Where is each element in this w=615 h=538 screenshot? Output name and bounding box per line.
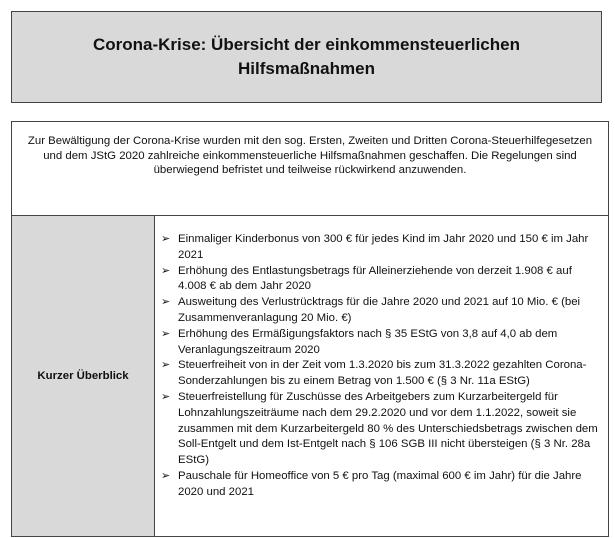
list-item	[161, 358, 600, 390]
list-item	[161, 390, 600, 469]
arrowhead-bullet-icon: ➢	[161, 359, 171, 372]
overview-list-cell	[155, 216, 608, 536]
list-item-text: Steuerfreistellung für Zuschüsse des Arbeitgebers zum Kurzarbeitergeld für Lohnzahlungszeiträume nach dem 29.2.2020 und vor dem 1.1.2022, soweit sie zusammen mit dem Kurzarbeitergeld 80 % des Unterschiedsbetrags zwischen dem Soll-Entgelt und dem Ist-Entgelt nach § 106 SGB III nicht übersteigen (§ 3 Nr. 28a EStG)	[178, 390, 598, 467]
intro-text: Zur Bewältigung der Corona-Krise wurden mit den sog. Ersten, Zweiten und Dritten Corona-Steuerhilfegesetzen und dem JStG 2020 zahlreiche einkommensteuerliche Hilfsmaßnahmen geschaffen. Die Regelungen sind überwiegend befristet und teilweise rückwirkend anzuwenden.	[27, 135, 593, 176]
list-item	[161, 232, 600, 264]
overview-label-cell	[12, 216, 155, 536]
arrowhead-bullet-icon: ➢	[161, 469, 171, 482]
overview-table	[11, 216, 609, 537]
list-item	[161, 264, 600, 296]
overview-list	[161, 232, 600, 501]
arrowhead-bullet-icon: ➢	[161, 233, 171, 245]
title-box	[11, 11, 602, 103]
list-item-text: Steuerfreiheit von in der Zeit vom 1.3.2020 bis zum 31.3.2022 gezahlten Corona-Sonderzahlungen bis zu einem Betrag von 1.500 € (§ 3 Nr. 11a EStG)	[178, 359, 587, 388]
list-item-text: Erhöhung des Ermäßigungsfaktors nach § 35 EStG von 3,8 auf 4,0 ab dem Veranlagungszeitraum 2020	[178, 327, 558, 356]
arrowhead-bullet-icon: ➢	[161, 296, 171, 309]
list-item	[161, 327, 600, 359]
list-item-text: Einmaliger Kinderbonus von 300 € für jedes Kind im Jahr 2020 und 150 € im Jahr 2021	[178, 233, 589, 261]
intro-box	[11, 121, 609, 216]
arrowhead-bullet-icon: ➢	[161, 390, 171, 403]
list-item	[161, 295, 600, 327]
arrowhead-bullet-icon: ➢	[161, 327, 171, 340]
arrowhead-bullet-icon: ➢	[161, 264, 171, 277]
list-item-text: Ausweitung des Verlustrücktrags für die Jahre 2020 und 2021 auf 10 Mio. € (bei Zusammenveranlagung 20 Mio. €)	[178, 296, 581, 324]
list-item	[161, 469, 600, 501]
overview-label: Kurzer Überblick	[37, 370, 129, 382]
document-title: Corona-Krise: Übersicht der einkommensteuerlichen Hilfsmaßnahmen	[92, 35, 520, 78]
list-item-text: Pauschale für Homeoffice von 5 € pro Tag (maximal 600 € im Jahr) für die Jahre 2020 und 2021	[178, 469, 582, 498]
list-item-text: Erhöhung des Entlastungsbetrags für Alleinerziehende von derzeit 1.908 € auf 4.008 € ab dem Jahr 2020	[178, 264, 572, 293]
